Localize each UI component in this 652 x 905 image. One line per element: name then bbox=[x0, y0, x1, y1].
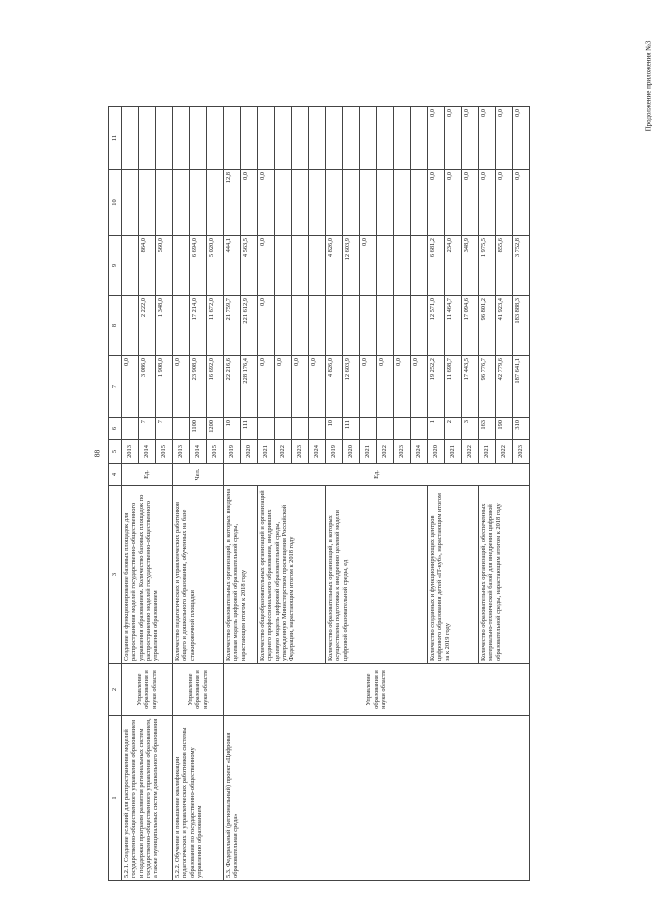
table-cell bbox=[275, 418, 292, 440]
table-cell: Управление образования и науки области bbox=[224, 664, 530, 716]
table-cell: 0,0 bbox=[258, 356, 275, 418]
table-cell: 17 094,6 bbox=[462, 296, 479, 356]
table-cell bbox=[360, 418, 377, 440]
table-cell: 11 672,0 bbox=[207, 296, 224, 356]
table-cell bbox=[122, 170, 139, 236]
header-cell: 5 bbox=[109, 440, 122, 464]
table-cell: 12,8 bbox=[224, 170, 241, 236]
table-cell: 2023 bbox=[292, 440, 309, 464]
table-cell: Количество педагогических и управленческих работников общего и дошкольного образования, обученных на базе стажировочной площадки bbox=[173, 486, 224, 664]
table-cell bbox=[190, 170, 207, 236]
table-cell: 1 908,0 bbox=[156, 356, 173, 418]
table-cell bbox=[122, 107, 139, 170]
table-cell: Количество общеобразовательных организаций и организаций среднего профессионального образования, внедривших целевую модель цифровой образовательной среды, утвержденную Министерством просвещения Российской Федерации, нарастающим итогом к 2018 году bbox=[258, 486, 326, 664]
table-cell bbox=[139, 107, 156, 170]
rotated-table-container bbox=[108, 107, 593, 881]
table-cell: 96 801,2 bbox=[479, 296, 496, 356]
table-cell bbox=[411, 170, 428, 236]
table-cell bbox=[292, 107, 309, 170]
table-cell: Ед. bbox=[122, 464, 173, 486]
table-cell bbox=[292, 236, 309, 296]
header-cell: 1 bbox=[109, 716, 122, 881]
table-cell bbox=[394, 107, 411, 170]
table-cell: 5.2.2. Обучение и повышение квалификации педагогических и управленческих работников системы образования по государственно-общественному управлению образованием bbox=[173, 716, 224, 881]
table-cell bbox=[360, 170, 377, 236]
table-cell: 7 bbox=[139, 418, 156, 440]
table-cell: 0,0 bbox=[258, 296, 275, 356]
table-cell bbox=[309, 296, 326, 356]
table-cell: 17 443,5 bbox=[462, 356, 479, 418]
header-cell: 2 bbox=[109, 664, 122, 716]
table-cell: 0,0 bbox=[275, 356, 292, 418]
table-cell bbox=[207, 107, 224, 170]
table-cell: 0,0 bbox=[122, 356, 139, 418]
table-cell: 2013 bbox=[173, 440, 190, 464]
table-cell: 7 bbox=[156, 418, 173, 440]
table-cell: 0,0 bbox=[258, 170, 275, 236]
table-cell bbox=[258, 418, 275, 440]
table-cell: 0,0 bbox=[479, 107, 496, 170]
header-cell: 3 bbox=[109, 486, 122, 664]
program-table bbox=[108, 106, 530, 881]
table-cell bbox=[173, 107, 190, 170]
table-cell: Количество образовательных организаций, в которых осуществлена подготовка к внедрению целевой модели цифровой образовательной среды, ед bbox=[326, 486, 428, 664]
table-cell: 0,0 bbox=[462, 170, 479, 236]
table-cell: Чел. bbox=[173, 464, 224, 486]
table-cell: 12 603,9 bbox=[343, 356, 360, 418]
table-cell: 855,6 bbox=[496, 236, 513, 296]
table-cell: 0,0 bbox=[479, 170, 496, 236]
table-cell: 6 681,2 bbox=[428, 236, 445, 296]
table-cell bbox=[275, 296, 292, 356]
table-cell: 2013 bbox=[122, 440, 139, 464]
table-cell: 11 698,7 bbox=[445, 356, 462, 418]
table-cell: 111 bbox=[343, 418, 360, 440]
table-cell: 2022 bbox=[377, 440, 394, 464]
table-cell bbox=[207, 170, 224, 236]
table-cell: 22 216,6 bbox=[224, 356, 241, 418]
table-cell: Управление образования и науки области bbox=[173, 664, 224, 716]
table-cell bbox=[377, 418, 394, 440]
table-cell: 2021 bbox=[258, 440, 275, 464]
table-cell: 560,0 bbox=[156, 236, 173, 296]
table-cell: 3 086,0 bbox=[139, 356, 156, 418]
table-cell bbox=[394, 418, 411, 440]
table-cell bbox=[377, 296, 394, 356]
table-cell: 221 612,9 bbox=[241, 296, 258, 356]
table-cell: 16 692,0 bbox=[207, 356, 224, 418]
table-cell: 234,0 bbox=[445, 236, 462, 296]
table-cell: 96 776,7 bbox=[479, 356, 496, 418]
table-cell: 2014 bbox=[190, 440, 207, 464]
page-number: 88 bbox=[92, 449, 102, 458]
table-cell bbox=[377, 170, 394, 236]
table-cell: 5.3. Федеральный (региональный) проект «Цифровая образовательная среда» bbox=[224, 716, 530, 881]
table-cell: 23 908,0 bbox=[190, 356, 207, 418]
header-cell: 6 bbox=[109, 418, 122, 440]
table-cell bbox=[394, 236, 411, 296]
table-cell bbox=[275, 236, 292, 296]
continuation-note: Продолжение приложения №3 bbox=[644, 40, 652, 132]
table-cell: 6 694,0 bbox=[190, 236, 207, 296]
table-cell bbox=[275, 107, 292, 170]
table-cell: 4 826,0 bbox=[326, 356, 343, 418]
table-cell: 444,1 bbox=[224, 236, 241, 296]
table-cell: 0,0 bbox=[513, 170, 530, 236]
header-cell: 8 bbox=[109, 296, 122, 356]
table-cell: 163 bbox=[479, 418, 496, 440]
table-cell bbox=[156, 170, 173, 236]
table-cell: 4 563,5 bbox=[241, 236, 258, 296]
table-cell: 1200 bbox=[207, 418, 224, 440]
table-cell bbox=[173, 170, 190, 236]
table-cell bbox=[309, 170, 326, 236]
header-cell: 4 bbox=[109, 464, 122, 486]
table-cell: 0,0 bbox=[513, 107, 530, 170]
table-cell: 10 bbox=[326, 418, 343, 440]
table-cell: 5.2.1. Создание условий для распространения моделей государственно-общественного управления образованием и поддержки программ развития региональных систем государственно-общественного управления образованием, а также муниципальных систем дошкольного образования bbox=[122, 716, 173, 881]
table-cell bbox=[394, 170, 411, 236]
table-cell bbox=[122, 236, 139, 296]
header-cell: 10 bbox=[109, 170, 122, 236]
table-cell: 0,0 bbox=[241, 170, 258, 236]
table-cell: 310 bbox=[513, 418, 530, 440]
table-cell: 2019 bbox=[326, 440, 343, 464]
table-cell: 0,0 bbox=[496, 170, 513, 236]
table-cell: 0,0 bbox=[309, 356, 326, 418]
table-cell bbox=[292, 418, 309, 440]
table-cell: 2022 bbox=[462, 440, 479, 464]
table-cell: 12 603,9 bbox=[343, 236, 360, 296]
table-cell bbox=[173, 236, 190, 296]
table-cell bbox=[377, 107, 394, 170]
table-cell bbox=[360, 107, 377, 170]
header-cell: 7 bbox=[109, 356, 122, 418]
table-cell: 111 bbox=[241, 418, 258, 440]
table-cell: 1100 bbox=[190, 418, 207, 440]
header-cell: 11 bbox=[109, 107, 122, 170]
table-cell bbox=[190, 107, 207, 170]
table-cell: 41 923,4 bbox=[496, 296, 513, 356]
table-cell bbox=[326, 296, 343, 356]
table-cell: 10 bbox=[224, 418, 241, 440]
table-cell: 21 759,7 bbox=[224, 296, 241, 356]
table-cell: 0,0 bbox=[258, 236, 275, 296]
table-cell bbox=[309, 236, 326, 296]
table-cell bbox=[377, 236, 394, 296]
table-cell: 2014 bbox=[139, 440, 156, 464]
table-cell: 0,0 bbox=[360, 236, 377, 296]
table-cell bbox=[122, 418, 139, 440]
table-cell: 190 bbox=[496, 418, 513, 440]
table-row bbox=[122, 107, 139, 881]
table-cell: 12 571,0 bbox=[428, 296, 445, 356]
table-cell: 19 252,2 bbox=[428, 356, 445, 418]
table-cell: 2020 bbox=[343, 440, 360, 464]
table-cell: 0,0 bbox=[394, 356, 411, 418]
table-row bbox=[224, 107, 241, 881]
table-cell: 2023 bbox=[394, 440, 411, 464]
table-cell bbox=[309, 418, 326, 440]
table-cell bbox=[309, 107, 326, 170]
table-cell bbox=[292, 296, 309, 356]
table-cell: 42 779,6 bbox=[496, 356, 513, 418]
table-cell bbox=[139, 170, 156, 236]
table-cell: 2022 bbox=[275, 440, 292, 464]
table-cell: 3 752,8 bbox=[513, 236, 530, 296]
table-cell bbox=[275, 170, 292, 236]
table-cell: 2023 bbox=[513, 440, 530, 464]
table-cell bbox=[173, 296, 190, 356]
table-cell: 5 020,0 bbox=[207, 236, 224, 296]
table-cell: 0,0 bbox=[445, 170, 462, 236]
table-cell: 0,0 bbox=[292, 356, 309, 418]
table-cell: 1 348,0 bbox=[156, 296, 173, 356]
table-cell bbox=[122, 296, 139, 356]
table-cell bbox=[326, 107, 343, 170]
table-cell bbox=[241, 107, 258, 170]
table-cell: 2020 bbox=[241, 440, 258, 464]
table-cell: 2015 bbox=[156, 440, 173, 464]
table-cell: 0,0 bbox=[360, 356, 377, 418]
table-cell bbox=[224, 107, 241, 170]
table-cell bbox=[343, 170, 360, 236]
table-cell: 1 975,5 bbox=[479, 236, 496, 296]
table-cell: 2021 bbox=[445, 440, 462, 464]
table-cell: 2021 bbox=[360, 440, 377, 464]
table-cell: 187 641,1 bbox=[513, 356, 530, 418]
table-cell bbox=[411, 107, 428, 170]
table-body bbox=[109, 107, 530, 881]
table-cell bbox=[411, 418, 428, 440]
table-cell: 2 bbox=[445, 418, 462, 440]
table-cell: 3 bbox=[462, 418, 479, 440]
table-cell: 2 222,0 bbox=[139, 296, 156, 356]
table-cell: 2015 bbox=[207, 440, 224, 464]
table-cell: Создание и функционирование базовых площадок для распространения моделей государственно-общественного управления образованием. Количество базовых площадок по распространению моделей государственно-общественного управления образованием bbox=[122, 486, 173, 664]
header-row bbox=[109, 107, 122, 881]
table-cell: 228 176,4 bbox=[241, 356, 258, 418]
table-cell: 0,0 bbox=[496, 107, 513, 170]
table-cell: Количество образовательных организаций, в которых внедрена целевая модель цифровой образовательной среды, нарастающим итогом к 2018 году bbox=[224, 486, 258, 664]
table-cell: Количество созданных и функционирующих центров цифрового образования детей «IT-куб», нарастающим итогом за к 2019 году bbox=[428, 486, 479, 664]
table-cell: 1 bbox=[428, 418, 445, 440]
table-cell: 2024 bbox=[411, 440, 428, 464]
table-cell: 348,9 bbox=[462, 236, 479, 296]
header-cell: 9 bbox=[109, 236, 122, 296]
table-row bbox=[173, 107, 190, 881]
table-cell: 0,0 bbox=[428, 107, 445, 170]
table-cell: 0,0 bbox=[377, 356, 394, 418]
table-cell: 2020 bbox=[428, 440, 445, 464]
table-cell bbox=[258, 107, 275, 170]
table-cell: 864,0 bbox=[139, 236, 156, 296]
table-cell: 0,0 bbox=[428, 170, 445, 236]
table-cell: 183 888,3 bbox=[513, 296, 530, 356]
table-cell bbox=[326, 170, 343, 236]
table-cell: 0,0 bbox=[445, 107, 462, 170]
table-cell: 2021 bbox=[479, 440, 496, 464]
table-cell: 0,0 bbox=[411, 356, 428, 418]
table-cell bbox=[292, 170, 309, 236]
table-cell bbox=[411, 296, 428, 356]
table-cell: 17 214,0 bbox=[190, 296, 207, 356]
table-cell bbox=[173, 418, 190, 440]
table-cell: 2024 bbox=[309, 440, 326, 464]
table-cell bbox=[360, 296, 377, 356]
table-cell bbox=[343, 296, 360, 356]
table-cell: 11 464,7 bbox=[445, 296, 462, 356]
table-cell: Количество образовательных организаций, обеспеченных материально-технической базой для внедрения цифровой образовательной среды, нарастающим итогом к 2018 году bbox=[479, 486, 530, 664]
table-cell bbox=[411, 236, 428, 296]
table-cell: 0,0 bbox=[462, 107, 479, 170]
table-cell bbox=[343, 107, 360, 170]
table-cell: 2019 bbox=[224, 440, 241, 464]
table-cell: Ед. bbox=[224, 464, 530, 486]
table-cell: 4 826,0 bbox=[326, 236, 343, 296]
table-cell: 2022 bbox=[496, 440, 513, 464]
table-cell bbox=[394, 296, 411, 356]
table-cell: 0,0 bbox=[173, 356, 190, 418]
table-cell: Управление образования и науки области bbox=[122, 664, 173, 716]
table-cell bbox=[156, 107, 173, 170]
